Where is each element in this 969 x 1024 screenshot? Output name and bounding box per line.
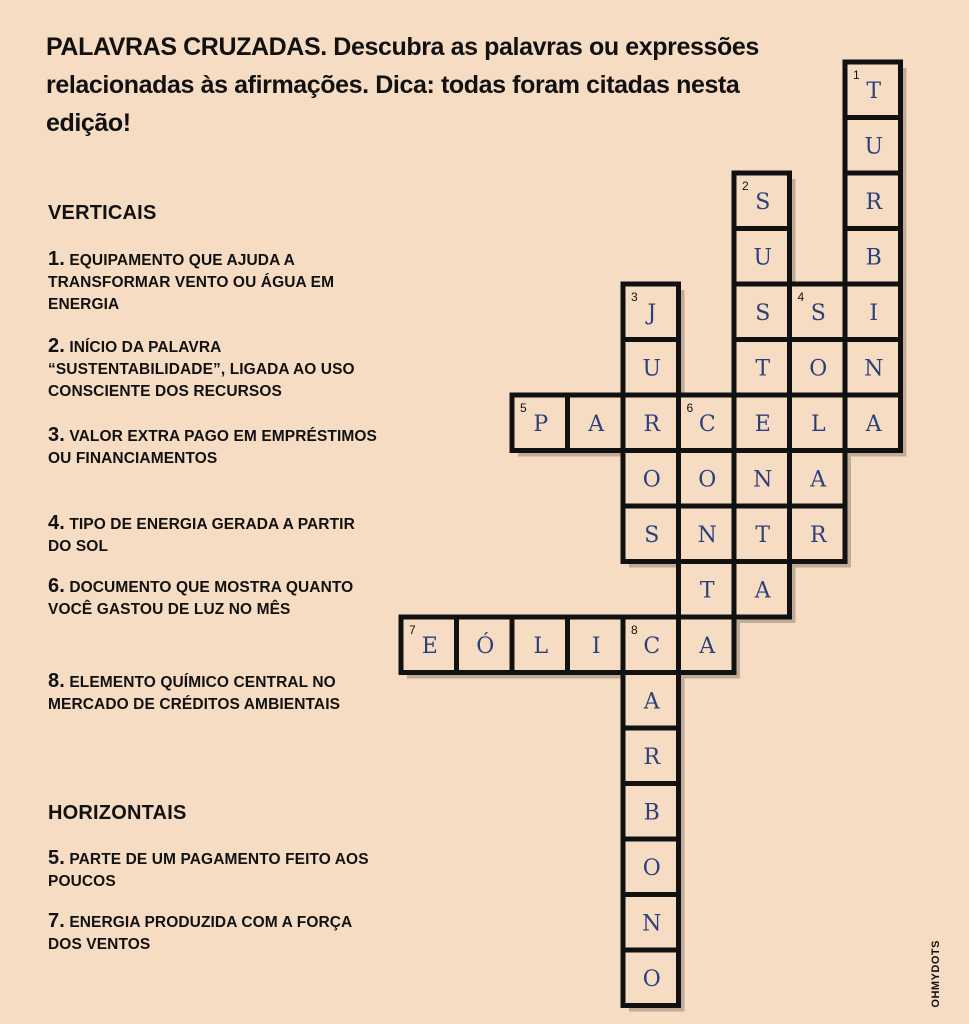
crossword-cell[interactable] — [623, 728, 679, 784]
cell-letter: O — [642, 855, 661, 881]
crossword-cell[interactable] — [568, 617, 624, 673]
crossword-cell[interactable] — [734, 562, 790, 618]
clue-number: 3. — [48, 424, 65, 446]
clue-text: TIPO DE ENERGIA GERADA A PARTIR DO SOL — [48, 516, 355, 555]
cell-letter: I — [591, 633, 601, 659]
cell-letter: T — [866, 78, 882, 104]
cell-letter: E — [754, 411, 771, 437]
cell-letter: N — [864, 356, 884, 382]
clue-number: 7. — [48, 910, 65, 932]
cell-letter: T — [699, 578, 715, 604]
title-instructions: Descubra as palavras ou expressões relacionadas às afirmações. Dica: todas foram citadas nesta edição! — [46, 33, 759, 137]
cell-number: 8 — [631, 623, 638, 637]
cell-number: 6 — [686, 401, 694, 415]
cell-letter: O — [698, 467, 717, 493]
crossword-cell[interactable] — [790, 506, 846, 562]
cell-letter: R — [643, 411, 661, 437]
crossword-cell[interactable] — [734, 173, 790, 229]
cell-letter: S — [644, 522, 660, 548]
cell-letter: B — [643, 800, 660, 826]
crossword-cell[interactable] — [679, 562, 735, 618]
crossword-cell[interactable] — [734, 506, 790, 562]
cell-letter: Ó — [476, 633, 495, 659]
clue-number: 2. — [48, 335, 65, 357]
cell-letter: E — [421, 633, 438, 659]
cell-letter: A — [588, 411, 605, 437]
crossword-cell[interactable] — [845, 173, 901, 229]
crossword-cell[interactable] — [623, 340, 679, 396]
crossword-cell[interactable] — [401, 617, 457, 673]
crossword-cell[interactable] — [679, 617, 735, 673]
clue-text: EQUIPAMENTO QUE AJUDA A TRANSFORMAR VENTO OU ÁGUA EM ENERGIA — [48, 252, 335, 313]
cell-number: 3 — [631, 290, 638, 304]
clue-text: ENERGIA PRODUZIDA COM A FORÇA DOS VENTOS — [48, 914, 352, 953]
clue-number: 5. — [48, 847, 65, 869]
cell-letter: A — [699, 633, 716, 659]
crossword-cell[interactable] — [845, 284, 901, 340]
cell-letter: R — [865, 189, 883, 215]
cell-letter: N — [753, 467, 773, 493]
verticais-heading: VERTICAIS — [48, 202, 157, 224]
cell-number: 5 — [520, 401, 527, 415]
cell-letter: A — [810, 467, 827, 493]
cell-letter: T — [755, 356, 771, 382]
crossword-cell[interactable] — [512, 395, 568, 451]
crossword-cell[interactable] — [623, 395, 679, 451]
crossword-cell[interactable] — [623, 673, 679, 729]
cell-letter: S — [755, 189, 771, 215]
crossword-cell[interactable] — [457, 617, 513, 673]
crossword-cell[interactable] — [679, 451, 735, 507]
crossword-cell[interactable] — [734, 451, 790, 507]
clue-text: ELEMENTO QUÍMICO CENTRAL NO MERCADO DE CRÉDITOS AMBIENTAIS — [48, 674, 341, 713]
clue-number: 8. — [48, 670, 65, 692]
cell-letter: A — [865, 411, 882, 437]
illustrator-credit: OHMYDOTS — [930, 940, 942, 1008]
cell-number: 4 — [797, 290, 805, 304]
cell-letter: R — [809, 522, 827, 548]
cell-letter: T — [755, 522, 771, 548]
cell-letter: B — [865, 245, 882, 271]
clue-text: VALOR EXTRA PAGO EM EMPRÉSTIMOS OU FINANCIAMENTOS — [48, 428, 377, 467]
clue-text: DOCUMENTO QUE MOSTRA QUANTO VOCÊ GASTOU DE LUZ NO MÊS — [48, 579, 354, 618]
crossword-cell[interactable] — [845, 62, 901, 118]
cell-letter: U — [753, 245, 773, 271]
crossword-cell[interactable] — [623, 617, 679, 673]
cell-number: 1 — [853, 68, 860, 82]
cell-number: 7 — [409, 623, 416, 637]
crossword-cell[interactable] — [623, 506, 679, 562]
crossword-cell[interactable] — [790, 284, 846, 340]
cell-letter: C — [698, 411, 716, 437]
cell-letter: N — [642, 911, 662, 937]
clue-number: 1. — [48, 248, 65, 270]
crossword-cell[interactable] — [623, 784, 679, 840]
crossword-cell[interactable] — [790, 340, 846, 396]
cell-letter: L — [533, 633, 549, 659]
cell-letter: N — [697, 522, 717, 548]
crossword-cell[interactable] — [623, 839, 679, 895]
crossword-cell[interactable] — [679, 506, 735, 562]
cell-letter: U — [864, 134, 884, 160]
clue-text: PARTE DE UM PAGAMENTO FEITO AOS POUCOS — [48, 851, 369, 890]
horizontais-heading: HORIZONTAIS — [48, 802, 187, 824]
crossword-cell[interactable] — [734, 395, 790, 451]
cell-letter: L — [810, 411, 826, 437]
cell-letter: O — [809, 356, 828, 382]
crossword-cell[interactable] — [734, 229, 790, 285]
crossword-cell[interactable] — [512, 617, 568, 673]
cell-number: 2 — [742, 179, 749, 193]
title-lead: PALAVRAS CRUZADAS. — [46, 33, 327, 61]
crossword-cell[interactable] — [623, 950, 679, 1006]
crossword-cell[interactable] — [845, 229, 901, 285]
cell-letter: P — [533, 411, 549, 437]
cell-letter: U — [642, 356, 662, 382]
cell-letter: C — [643, 633, 661, 659]
crossword-cell[interactable] — [568, 395, 624, 451]
cell-letter: O — [642, 966, 661, 992]
cell-letter: A — [754, 578, 771, 604]
crossword-cell[interactable] — [623, 284, 679, 340]
cell-letter: S — [755, 300, 771, 326]
crossword-cell[interactable] — [623, 895, 679, 951]
crossword-cell[interactable] — [734, 284, 790, 340]
crossword-cell[interactable] — [790, 451, 846, 507]
crossword-cell[interactable] — [734, 340, 790, 396]
clue-number: 4. — [48, 512, 65, 534]
clue-text: INÍCIO DA PALAVRA “SUSTENTABILIDADE”, LIGADA AO USO CONSCIENTE DOS RECURSOS — [48, 339, 355, 400]
cell-letter: O — [642, 467, 661, 493]
cell-letter: J — [647, 300, 657, 326]
crossword-cell[interactable] — [845, 118, 901, 174]
clue-number: 6. — [48, 575, 65, 597]
crossword-cell[interactable] — [845, 340, 901, 396]
cell-letter: S — [810, 300, 826, 326]
cell-letter: R — [643, 744, 661, 770]
crossword-cell[interactable] — [623, 451, 679, 507]
cell-letter: I — [869, 300, 879, 326]
crossword-cell[interactable] — [679, 395, 735, 451]
crossword-cell[interactable] — [845, 395, 901, 451]
crossword-cell[interactable] — [790, 395, 846, 451]
cell-letter: A — [643, 689, 660, 715]
